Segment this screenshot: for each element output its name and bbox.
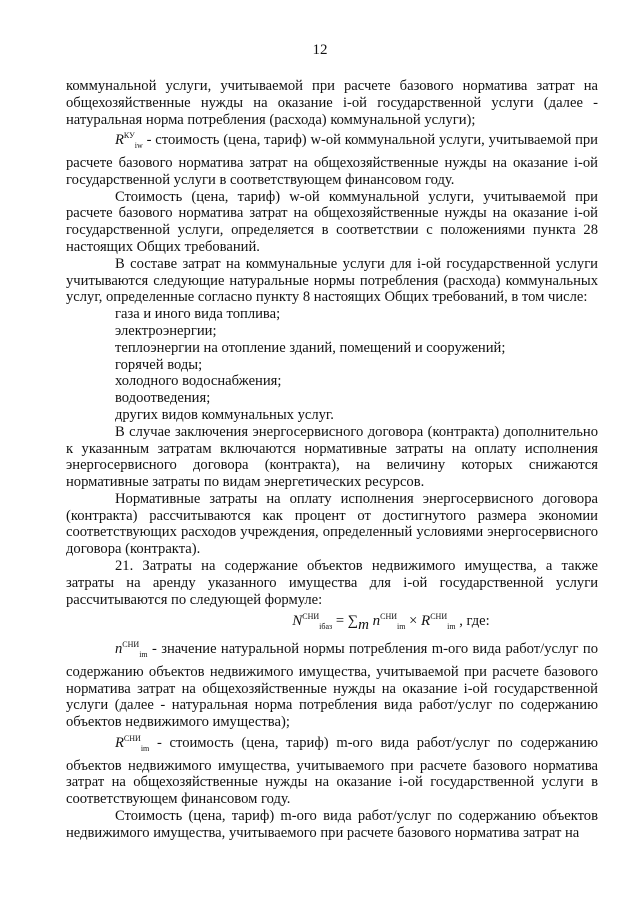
symbol-r-ku: $R^{КУ}_{iw}$ [115, 131, 143, 151]
paragraph-2-text: - стоимость (цена, тариф) w-ой коммунальной услуги, учитываемой при расчете базового норматива затрат на общехозяйственные нужды на оказание i-ой государственной услуги в соответствующем финансовом году. [66, 132, 598, 188]
list-item: холодного водоснабжения; [115, 373, 282, 390]
utilities-list [66, 306, 598, 424]
formula-sum-sign: $\sum_m$ [347, 613, 369, 634]
paragraph-4: В составе затрат на коммунальные услуги для i-ой государственной услуги учитываются следующие натуральные нормы потребления (расхода) коммунальных услуг, определенные согласно пункту 8 настоящих Общих требований, в том числе: [66, 255, 598, 306]
list-item: электроэнергии; [115, 322, 217, 339]
symbol-r-sni: $R^{СНИ}_{im}$ [115, 734, 150, 753]
paragraph-8 [66, 637, 598, 731]
formula-term-r: $R^{СНИ}_{im}$ [421, 612, 456, 632]
list-item: горячей воды; [115, 356, 203, 373]
paragraph-5: В случае заключения энергосервисного договора (контракта) дополнительно к указанным затратам включаются нормативные затраты на оплату исполнения энергосервисного договора (контракта), на величину которых снижаются нормативные затраты по видам энергетических ресурсов. [66, 423, 598, 491]
paragraph-7: 21. Затраты на содержание объектов недвижимого имущества, а также затраты на аренду указанного имущества для i-ой государственной услуги рассчитываются по следующей формуле: [66, 558, 598, 608]
paragraph-2 [66, 128, 598, 188]
paragraph-3: Стоимость (цена, тариф) w-ой коммунальной услуги, учитываемой при расчете базового норматива затрат на общехозяйственные нужды на оказание i-ой государственной услуги, определяется в соответствии с положениями пункта 28 настоящих Общих требований. [66, 188, 598, 255]
list-item: других видов коммунальных услуг. [115, 406, 334, 423]
list-item: водоотведения; [115, 390, 211, 407]
formula-times: × [409, 613, 418, 630]
document-body [66, 78, 598, 842]
paragraph-9-text: - стоимость (цена, тариф) m-ого вида работ/услуг по содержанию объектов недвижимого имущества, учитываемого при расчете базового норматива затрат на общехозяйственные нужды на оказание i-ой государственной услуги в соответствующем финансовом году. [66, 734, 598, 808]
paragraph-9 [66, 731, 598, 808]
formula-equals: = [335, 613, 345, 630]
symbol-n-sni: $n^{СНИ}_{im}$ [115, 640, 148, 660]
formula-term-n: $n^{СНИ}_{im}$ [372, 612, 406, 632]
formula-suffix: , где: [459, 613, 490, 630]
paragraph-8-text: - значение натуральной нормы потребления m-ого вида работ/услуг по содержанию объектов недвижимого имущества, учитываемой при расчете базового норматива затрат на общехозяйственные нужды на оказание i-ой государственной услуги (далее - натуральная норма потребления вида работ/услуг по содержанию объектов недвижимого имущества); [66, 641, 598, 731]
formula-lhs: $N^{СНИ}_{iбаз}$ [292, 612, 333, 632]
paragraph-6: Нормативные затраты на оплату исполнения энергосервисного договора (контракта) рассчитываются как процент от достигнутого размера экономии соответствующих расходов учреждения, определенный условиями энергосервисного договора (контракта). [66, 490, 598, 558]
formula [66, 609, 598, 636]
page-number: 12 [312, 42, 328, 58]
paragraph-10: Стоимость (цена, тариф) m-ого вида работ/услуг по содержанию объектов недвижимого имущества, учитываемого при расчете базового норматива затрат на [66, 807, 598, 841]
paragraph-1: коммунальной услуги, учитываемой при расчете базового норматива затрат на общехозяйственные нужды на оказание i-ой государственной услуги (далее - натуральная норма потребления (расхода) коммунальной услуги); [66, 78, 598, 128]
list-item: теплоэнергии на отопление зданий, помещений и сооружений; [115, 339, 506, 356]
list-item: газа и иного вида топлива; [115, 306, 281, 323]
